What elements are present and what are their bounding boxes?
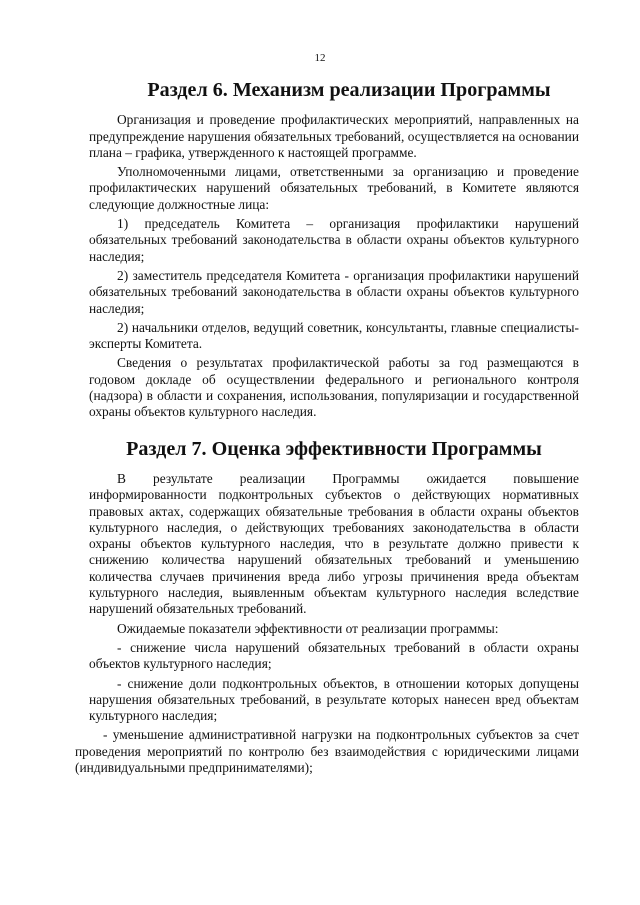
document-body (75, 79, 579, 776)
section-7-paragraph: - снижение доли подконтрольных объектов, в отношении которых допущены нарушения обязательных требований, в результате которых нанесен вред объектам культурного наследия; (89, 675, 579, 724)
section-6-paragraph: 1) председатель Комитета – организация профилактики нарушений обязательных требований законодательства в области охраны объектов культурного наследия; (89, 216, 579, 264)
section-6-paragraph: Организация и проведение профилактических мероприятий, направленных на предупреждение нарушения обязательных требований, осуществляется на основании плана – графика, утвержденного к настоящей программе. (89, 112, 579, 160)
section-7-title: Раздел 7. Оценка эффективности Программы (126, 437, 542, 460)
section-6-paragraph: 2) заместитель председателя Комитета - организация профилактики нарушений обязательных требований законодательства в области охраны объектов культурного наследия; (89, 267, 579, 316)
page-number: 12 (314, 52, 326, 64)
section-7-paragraph: Ожидаемые показатели эффективности от реализации программы: (117, 620, 499, 636)
section-6-paragraph: Сведения о результатах профилактической работы за год размещаются в годовом докладе об осуществлении федерального и регионального контроля (надзора) в области и сохранения, использования, популяризации и государственной охраны объектов культурного наследия. (89, 355, 579, 420)
section-7-paragraph: В результате реализации Программы ожидается повышение информированности подконтрольных субъектов о действующих нормативных правовых актах, содержащих обязательные требования в области охраны объектов культурного наследия, о действующих требованиях законодательства в области охраны объектов культурного наследия, что в результате должно привести к снижению количества нарушений обязательных требований и уменьшению количества случаев причинения вреда либо угрозы причинения вреда объектам культурного наследия, выявленным объектам культурного наследия вследствие нарушений обязательных требований. (89, 470, 579, 617)
section-6-paragraph: 2) начальники отделов, ведущий советник, консультанты, главные специалисты-эксперты Комитета. (89, 319, 579, 352)
section-7-paragraph: - снижение числа нарушений обязательных требований в области охраны объектов культурного наследия; (89, 639, 579, 672)
section-6-paragraph: Уполномоченными лицами, ответственными за организацию и проведение профилактических нарушений обязательных требований, в Комитете являются следующие должностные лица: (89, 164, 579, 212)
section-7-paragraph: - уменьшение административной нагрузки на подконтрольных субъектов за счет проведения мероприятий по контролю без взаимодействия с юридическими лицами (индивидуальными предпринимателями); (75, 727, 579, 775)
section-6-title: Раздел 6. Механизм реализации Программы (147, 79, 551, 101)
